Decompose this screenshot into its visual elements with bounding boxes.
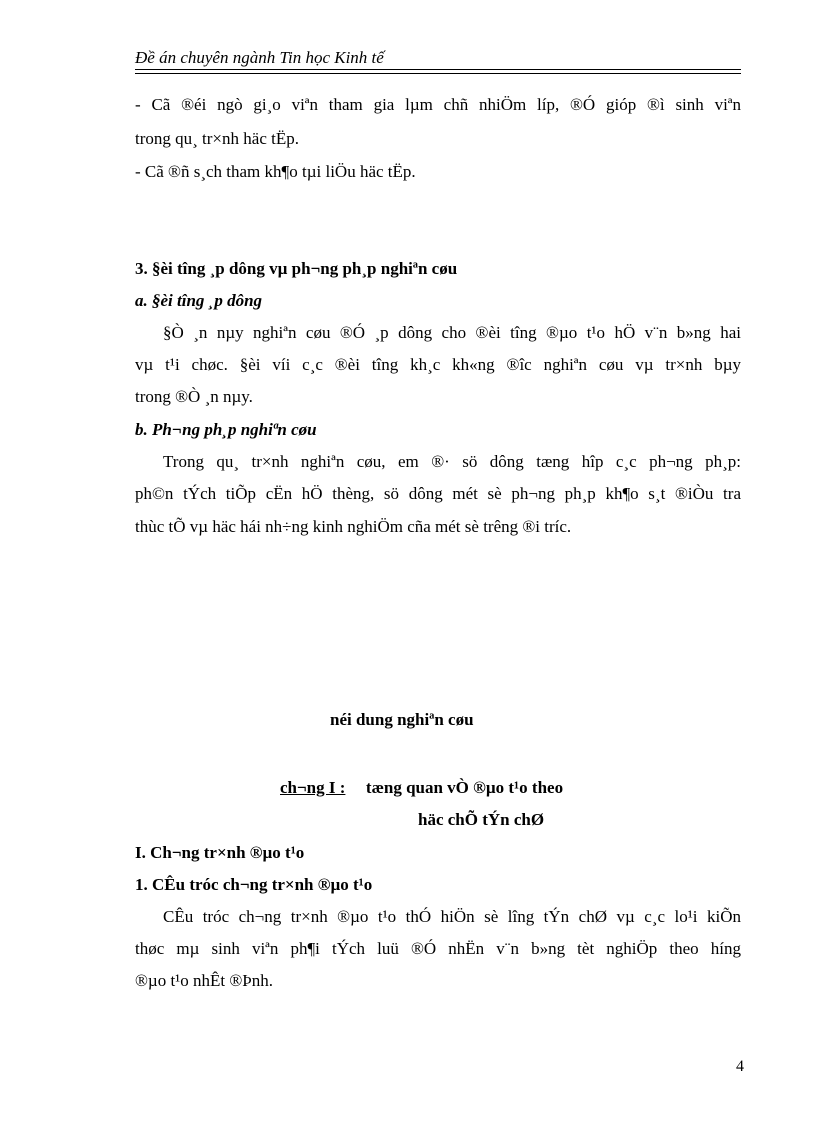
paragraph-line: Trong qu¸ tr×nh nghiªn cøu, em ®· sö dông tæng hîp c¸c ph¬ng ph¸p:	[163, 452, 741, 471]
chapter-heading	[280, 779, 563, 796]
chapter-subtitle: häc chÕ tÝn chØ	[418, 810, 545, 829]
paragraph-line: - Cã ®éi ngò gi¸o viªn tham gia lµm chñ nhiÖm líp, ®Ó gióp ®ì sinh viªn	[135, 95, 741, 114]
paragraph-line: ph©n tÝch tiÕp cËn hÖ thèng, sö dông mét sè ph¬ng ph¸p kh¶o s¸t ®iÒu tra	[135, 484, 741, 503]
subsection-heading: b. Ph¬ng ph¸p nghiªn cøu	[135, 420, 317, 439]
subsection-heading: 1. CÊu tróc ch¬ng tr×nh ®µo t¹o	[135, 875, 373, 894]
chapter-label: ch¬ng I :	[280, 778, 346, 797]
paragraph-line: CÊu tróc ch¬ng tr×nh ®µo t¹o thÓ hiÖn sè lîng tÝn chØ vµ c¸c lo¹i kiÕn	[163, 907, 741, 926]
paragraph-line: thùc tÕ vµ häc hái nh÷ng kinh nghiÖm cña mét sè trêng ®i tríc.	[135, 517, 572, 536]
section-heading: 3. §èi tîng ¸p dông vµ ph¬ng ph¸p nghiªn cøu	[135, 259, 458, 278]
paragraph-line: §Ò ¸n nµy nghiªn cøu ®Ó ¸p dông cho ®èi tîng ®µo t¹o hÖ v¨n b»ng hai	[163, 323, 741, 342]
paragraph-line: vµ t¹i chøc. §èi víi c¸c ®èi tîng kh¸c kh«ng ®îc nghiªn cøu vµ tr×nh bµy	[135, 355, 741, 374]
content-title: néi dung nghiªn cøu	[330, 710, 474, 729]
paragraph-line: ®µo t¹o nhÊt ®Þnh.	[135, 971, 274, 990]
section-heading: I. Ch¬ng tr×nh ®µo t¹o	[135, 843, 305, 862]
paragraph-line: - Cã ®ñ s¸ch tham kh¶o tµi liÖu häc tËp.	[135, 162, 416, 181]
paragraph-line: thøc mµ sinh viªn ph¶i tÝch luü ®Ó nhËn v¨n b»ng tèt nghiÖp theo híng	[135, 939, 741, 958]
header-rule-bottom	[135, 73, 741, 74]
subsection-heading: a. §èi tîng ¸p dông	[135, 291, 263, 310]
page-number: 4	[736, 1058, 744, 1075]
chapter-title: tæng quan vÒ ®µo t¹o theo	[365, 778, 564, 797]
header-rule-top	[135, 69, 741, 70]
header-title: Đề án chuyên ngành Tin học Kinh tế	[135, 48, 384, 67]
paragraph-line: trong ®Ò ¸n nµy.	[135, 387, 253, 406]
paragraph-line: trong qu¸ tr×nh häc tËp.	[135, 129, 299, 148]
